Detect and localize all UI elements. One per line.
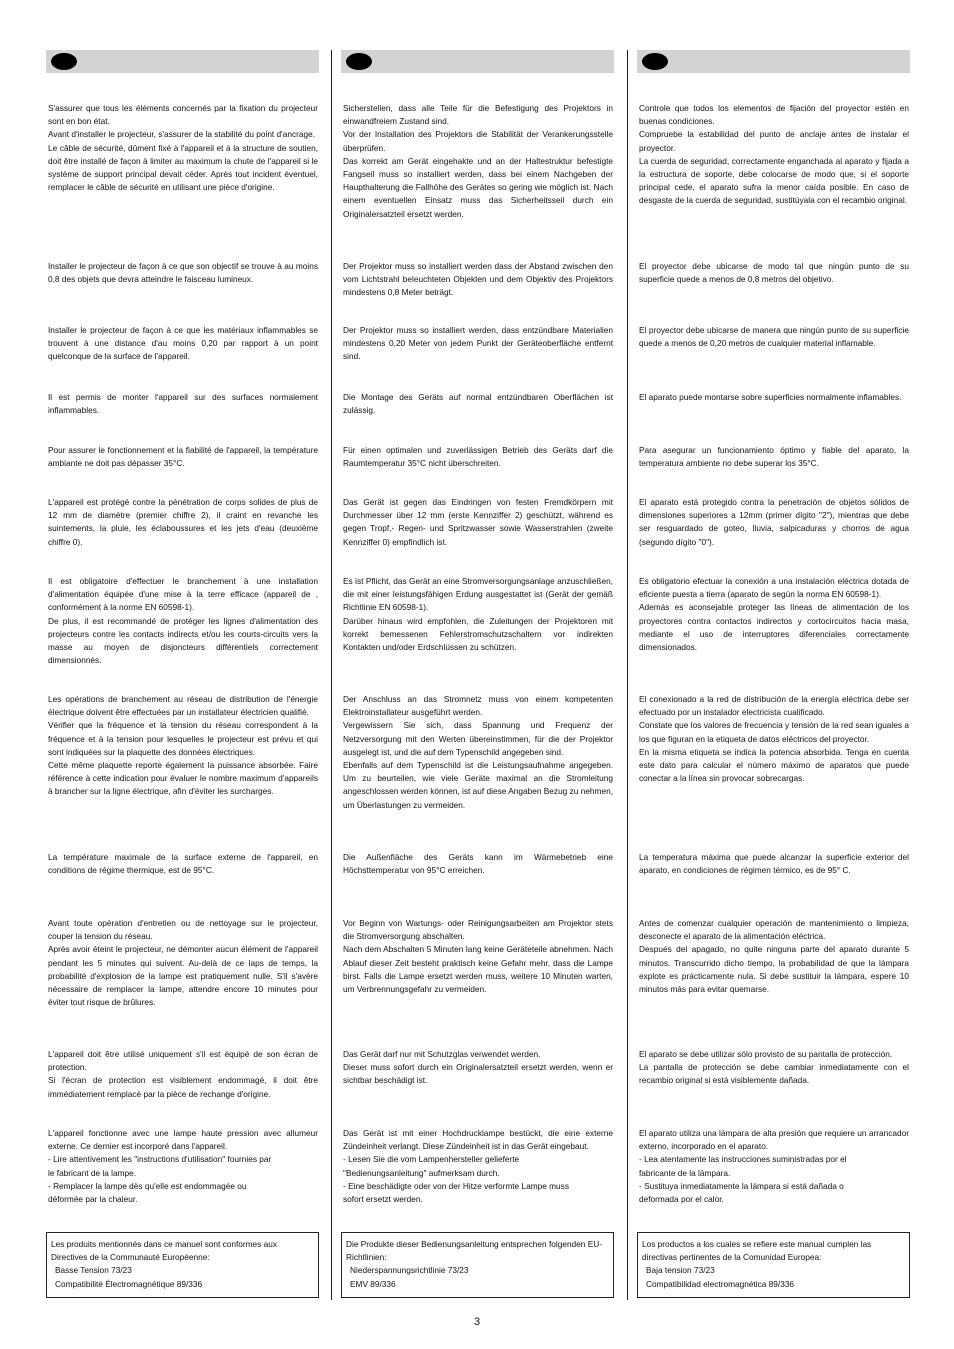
paragraph-fixing: S'assurer que tous les éléments concernés par la fixation du projecteur sont en bon état. Avant d'installer le projecteur, s'assurer de la stabilité du point d'ancrage. Le câble de sécurité, dûment fixé à l'appareil et à la structure de soutien, doit être installé de façon à limiter au maximum la chute de l'appareil si le système de support principal devait céder. Après tout incident éventuel, remplacer le câble de sécurité en utilisant une pièce d'origine.	[48, 103, 318, 193]
compliance-intro: Les produits mentionnés dans ce manuel sont conformes aux Directives de la Communauté Européenne:	[51, 1239, 277, 1263]
paragraph-ip-rating: El aparato está protegido contra la penetración de objetos sólidos de dimensiones superiores a 12mm (primer dígito "2"), mientras que debe ser resguardado de goteo, lluvia, salpicaduras y chorros de agua (segundo dígito "0").	[639, 497, 909, 547]
paragraph-ip-rating: L'appareil est protégé contre la pénétration de corps solides de plus de 12 mm de diamètre (premier chiffre 2), il craint en revanche les suintements, la pluie, les éclaboussures et les jets d'eau (deuxième chiffre 0).	[48, 497, 318, 547]
language-flag-icon	[346, 53, 372, 70]
paragraph-surface-temp: La temperatura máxima que puede alcanzar la superficie exterior del aparato, en condiciones de régimen térmico, es de 95° C.	[639, 852, 909, 876]
paragraph-distance-flammable: El proyector debe ubicarse de manera que ningún punto de su superficie quede a menos de 0,20 metros de cualquier material inflamable.	[639, 325, 909, 349]
compliance-box-spanish	[637, 1232, 910, 1298]
paragraph-surface-temp: La température maximale de la surface externe de l'appareil, en conditions de régime thermique, est de 95°C.	[48, 852, 318, 876]
language-header-bar	[341, 50, 614, 73]
directive-item: Compatibilidad electromagnética 89/336	[646, 1278, 795, 1289]
paragraph-distance-flammable: Der Projektor muss so installiert werden, dass entzündbare Materialien mindestens 0,20 Meter von jedem Punkt der Geräteoberfläche entfernt sind.	[343, 325, 613, 362]
directive-item: Basse Tension 73/23	[55, 1265, 132, 1276]
paragraph-surface-temp: Die Außenfläche des Geräts kann im Wärmebetrieb eine Höchsttemperatur von 95°C erreichen.	[343, 852, 613, 876]
paragraph-protective-screen: Das Gerät darf nur mit Schutzglas verwendet werden. Dieser muss sofort durch ein Originalersatzteil ersetzt werden, wenn er sichtbar beschädigt ist.	[343, 1049, 613, 1086]
paragraph-lamp: Das Gerät ist mit einer Hochdrucklampe bestückt, die eine externe Zündeinheit verlangt. Diese Zündeinheit ist in das Gerät eingebaut. - Lesen Sie die vom Lampenhersteller gelieferte "Bedienungsanleitung" aufmerksam durch. - Eine beschädigte oder von der Hitze verformte Lampe muss sofort ersetzt werden.	[343, 1128, 613, 1205]
directive-item: Compatibilité Électromagnétique 89/336	[55, 1278, 203, 1289]
paragraph-mains-connection: Les opérations de branchement au réseau de distribution de l'énergie électrique doivent être effectuées par un installateur électricien qualifié. Vérifier que la fréquence et la tension du réseau correspondent à la fréquence et à la tension pour lesquelles le projecteur est prévu et qui sont indiquées sur la plaquette des données électriques. Cette même plaquette reporte également la puissance absorbée. Faire référence à cette indication pour évaluer le nombre maximum d'appareils à brancher sur la ligne électrique, afin d'éviter les surcharges.	[48, 694, 318, 797]
directive-item: Niederspannungsrichtlinie 73/23	[350, 1265, 469, 1276]
paragraph-mains-connection: Der Anschluss an das Stromnetz muss von einem kompetenten Elektroinstallateur ausgeführt werden. Vergewissern Sie sich, dass Spannung und Frequenz der Netzversorgung mit den Werten übereinstimmen, für die der Projektor ausgelegt ist, und die auf dem Typenschild angegeben sind. Ebenfalls auf dem Typenschild ist die Leistungsaufnahme angegeben. Um zu beurteilen, wie viele Geräte maximal an die Stromleitung angeschlossen werden können, ist auf diese Angaben Bezug zu nehmen, um Überlastungen zu vermeiden.	[343, 694, 613, 810]
paragraph-earthing: Es obligatorio efectuar la conexión a una instalación eléctrica dotada de eficiente puesta a tierra (aparato de según la norma EN 60598-1). Además es aconsejable proteger las líneas de alimentación de los proyectores contra contactos indirectos y cortocircuitos hacia masa, mediante el uso de interruptores diferenciales correctamente dimensionados.	[639, 576, 909, 653]
paragraph-maintenance: Avant toute opération d'entretien ou de nettoyage sur le projecteur, couper la tension du réseau. Après avoir éteint le projecteur, ne démonter aucun élément de l'appareil pendant les 5 minutes qui suivent. Au-delà de ce laps de temps, la probabilité d'explosion de la lampe est pratiquement nulle. S'il s'avère nécessaire de remplacer la lampe, attendre encore 10 minutes pour éviter tout risque de brûlures.	[48, 918, 318, 1008]
compliance-intro: Die Produkte dieser Bedienungsanleitung entsprechen folgenden EU-Richtlinien:	[346, 1239, 602, 1263]
paragraph-distance-flammable: Installer le projecteur de façon à ce que les matériaux inflammables se trouvent à une distance d'au moins 0,20 par rapport à un point quelconque de la surface de l'appareil.	[48, 325, 318, 362]
directive-item: Baja tension 73/23	[646, 1265, 715, 1276]
compliance-box-french	[46, 1232, 319, 1298]
paragraph-ambient-temp: Para asegurar un funcionamiento óptimo y fiable del aparato, la temperatura ambiente no debe superar los 35°C.	[639, 445, 909, 469]
paragraph-ambient-temp: Für einen optimalen und zuverlässigen Betrieb des Geräts darf die Raumtemperatur 35°C nicht überschreiten.	[343, 445, 613, 469]
page-number: 3	[473, 1316, 481, 1328]
language-header-bar	[46, 50, 319, 73]
paragraph-distance-objects: El proyector debe ubicarse de modo tal que ningún punto de su superficie quede a menos de 0,8 metros del objetivo.	[639, 261, 909, 285]
paragraph-ip-rating: Das Gerät ist gegen das Eindringen von festen Fremdkörpern mit Durchmesser über 12 mm (erste Kennziffer 2) geschützt, während es gegen Tropf,- Regen- und Spritzwasser sowie Wasserstrahlen (zweite Kennziffer 0) empfindlich ist.	[343, 497, 613, 547]
column-divider	[331, 50, 332, 1300]
paragraph-surfaces: Die Montage des Geräts auf normal entzündbaren Oberflächen ist zulässig.	[343, 392, 613, 416]
language-flag-icon	[51, 53, 77, 70]
paragraph-mains-connection: El conexionado a la red de distribución de la energía eléctrica debe ser efectuado por un instalador electricista cualificado. Constate que los valores de frecuencia y tensión de la red sean iguales a los que figuran en la etiqueta de datos eléctricos del proyector. En la misma etiqueta se indica la potencia absorbida. Tenga en cuenta este dato para calcular el número máximo de aparatos que puede conectar a la línea sin provocar sobrecargas.	[639, 694, 909, 784]
paragraph-maintenance: Antes de comenzar cualquier operación de mantenimiento o limpieza, desconecte el aparato de la alimentación eléctrica. Después del apagado, no quite ninguna parte del aparato durante 5 minutos. Transcurrido dicho tiempo, la probabilidad de que la lámpara explote es prácticamente nula. Si debe sustituir la lámpara, espere 10 minutos más para evitar quemarse.	[639, 918, 909, 995]
directive-item: EMV 89/336	[350, 1278, 396, 1289]
paragraph-distance-objects: Der Projektor muss so installiert werden dass der Abstand zwischen den vom Lichtstrahl beleuchteten Objekten und dem Objektiv des Projektors mindestens 0,8 Meter beträgt.	[343, 261, 613, 298]
language-header-bar	[637, 50, 910, 73]
paragraph-protective-screen: L'appareil doit être utilisé uniquement s'il est équipé de son écran de protection. Si l'écran de protection est visiblement endommagé, il doit être immédiatement remplacé par la pièce de rechange d'origine.	[48, 1049, 318, 1099]
column-divider	[627, 50, 628, 1300]
paragraph-fixing: Controle que todos los elementos de fijación del proyector estén en buenas condiciones. Compruebe la estabilidad del punto de anclaje antes de instalar el proyector. La cuerda de seguridad, correctamente enganchada al aparato y fijada a la estructura de soporte, debe colocarse de modo que, si el soporte principal cede, el aparato sufra la menor caída posible. En caso de desgaste de la cuerda de seguridad, sustitúyala con el recambio original.	[639, 103, 909, 206]
compliance-intro: Los productos a los cuales se refiere este manual cumplen las directivas pertinentes de la Comunidad Europea:	[642, 1239, 872, 1263]
paragraph-surfaces: El aparato puede montarse sobre superficies normalmente inflamables.	[639, 392, 902, 402]
paragraph-lamp: El aparato utiliza una lámpara de alta presión que requiere un arrancador externo, incorporado en el aparato. - Lea atentamente las instrucciones suministradas por el fabricante de la lámpara. - Sustituya inmediatamente la lámpara si está dañada o deformada por el calor.	[639, 1128, 909, 1205]
paragraph-maintenance: Vor Beginn von Wartungs- oder Reinigungsarbeiten am Projektor stets die Stromversorgung abschalten. Nach dem Abschalten 5 Minuten lang keine Geräteteile abnehmen. Nach Ablauf dieser Zeit besteht praktisch keine Gefahr mehr, dass die Lampe birst. Falls die Lampe ersetzt werden muss, weitere 10 Minuten warten, um Verbrennungsgefahr zu vermeiden.	[343, 918, 613, 995]
paragraph-distance-objects: Installer le projecteur de façon à ce que son objectif se trouve à au moins 0,8 des objets que devra atteindre le faisceau lumineux.	[48, 261, 318, 285]
paragraph-surfaces: Il est permis de monter l'appareil sur des surfaces normalement inflammables.	[48, 392, 318, 416]
paragraph-lamp: L'appareil fonctionne avec une lampe haute pression avec allumeur externe. Ce dernier est incorporé dans l'appareil. - Lire attentivement les "instructions d'utilisation" fournies par le fabricant de la lampe. - Remplacer la lampe dès qu'elle est endommagée ou déformée par la chaleur.	[48, 1128, 318, 1205]
language-flag-icon	[642, 53, 668, 70]
paragraph-earthing: Es ist Pflicht, das Gerät an eine Stromversorgungsanlage anzuschließen, die mit einer leistungsfähigen Erdung ausgestattet ist (Gerät der gemäß Richtlinie EN 60598-1). Darüber hinaus wird empfohlen, die Zuleitungen der Projektoren mit korrekt bemessenen Fehlerstromschutzschaltern vor indirekten Kontakten und/oder Erdschlüssen zu schützen.	[343, 576, 613, 653]
paragraph-fixing: Sicherstellen, dass alle Teile für die Befestigung des Projektors in einwandfreiem Zustand sind. Vor der Installation des Projektors die Stabilität der Verankerungsstelle überprüfen. Das korrekt am Gerät eingehakte und an der Haltestruktur befestigte Fangseil muss so installiert werden, dass bei einem Nachgeben der Haupthalterung die Fallhöhe des Gerätes so gering wie möglich ist. Nach einem eventuellen Einsatz muss das Sicherheitsseil durch ein Originalersatzteil ersetzt werden.	[343, 103, 613, 219]
paragraph-ambient-temp: Pour assurer le fonctionnement et la fiabilité de l'appareil, la température ambiante ne doit pas dépasser 35°C.	[48, 445, 318, 469]
paragraph-protective-screen: El aparato se debe utilizar sólo provisto de su pantalla de protección. La pantalla de protección se debe cambiar inmediatamente con el recambio original si está visiblemente dañada.	[639, 1049, 909, 1086]
paragraph-earthing: Il est obligatoire d'effectuer le branchement à une installation d'alimentation équipée d'une mise à la terre efficace (appareil de , conformément à la norme EN 60598-1). De plus, il est recommandé de protéger les lignes d'alimentation des projecteurs contre les contacts indirects et/ou les courts-circuits vers la masse au moyen de disjoncteurs différentiels correctement dimensionnés.	[48, 576, 318, 666]
compliance-box-german	[341, 1232, 614, 1298]
